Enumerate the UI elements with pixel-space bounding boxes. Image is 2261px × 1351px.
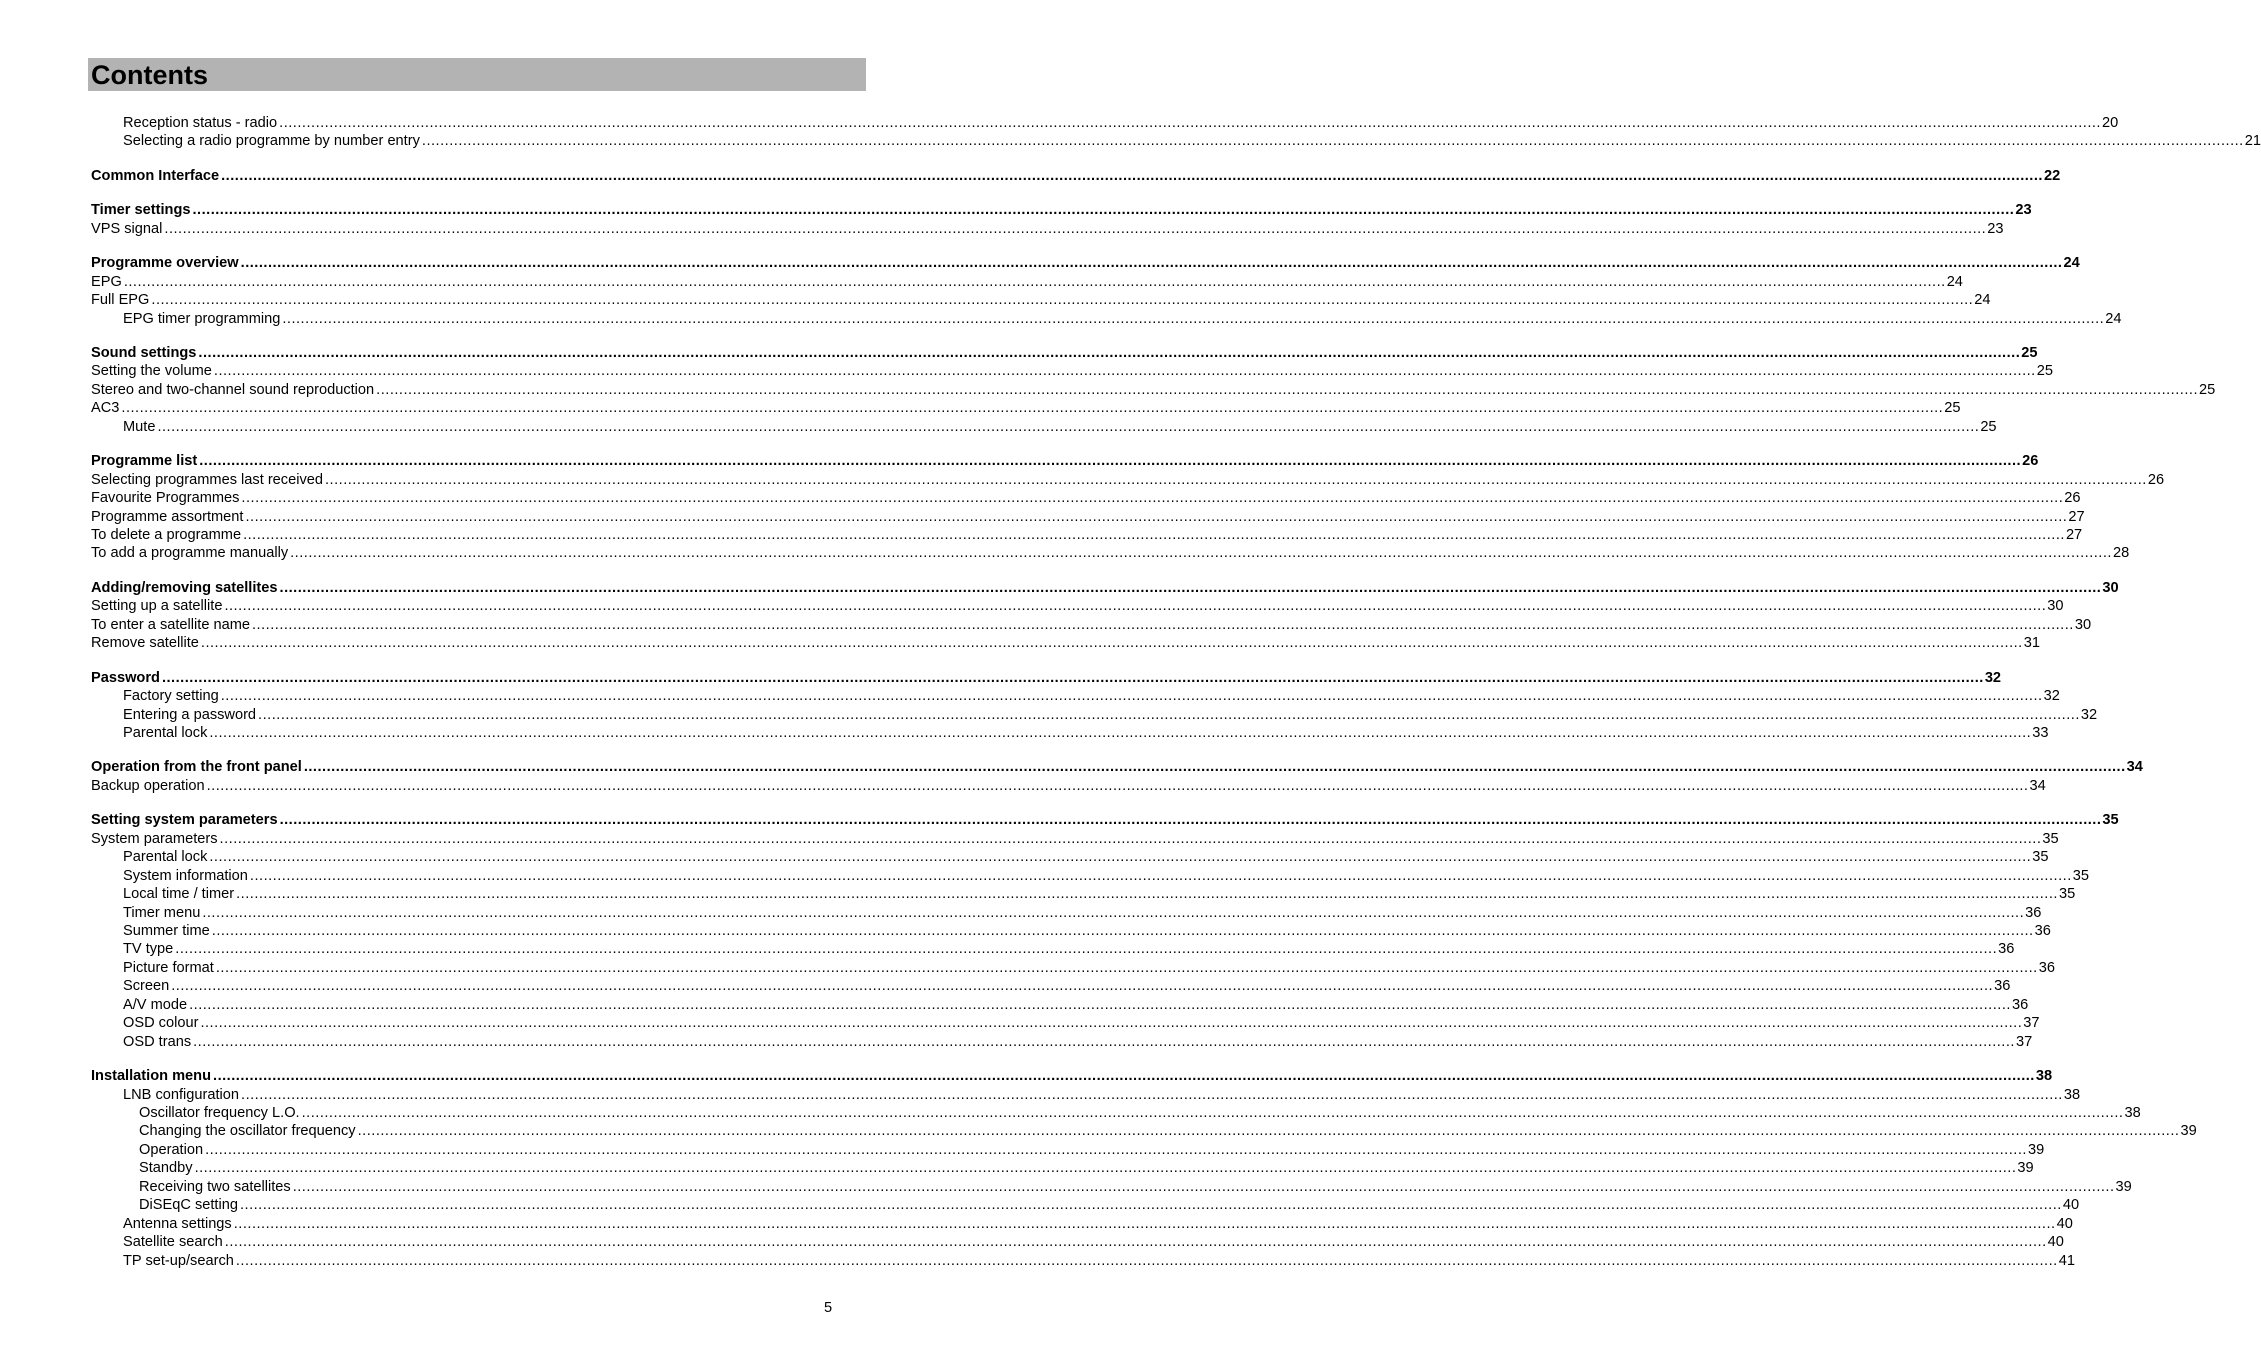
toc-entry-page: 20 xyxy=(2102,115,2119,131)
toc-entry-page: 40 xyxy=(2047,1234,2064,1250)
toc-entry-page: 30 xyxy=(2047,598,2064,614)
toc-entry-label: Adding/removing satellites xyxy=(91,580,278,596)
toc-entry-label: Picture format xyxy=(123,960,214,976)
toc-entry xyxy=(91,777,2046,795)
dot-leader: ................................................................................................................................................................................................................................................................................................................................................................................................................ xyxy=(161,670,1984,686)
toc-entry xyxy=(139,1141,2045,1159)
dot-leader: ................................................................................................................................................................................................................................................................................................................................................................................................................ xyxy=(224,1234,2047,1250)
dot-leader: ................................................................................................................................................................................................................................................................................................................................................................................................................ xyxy=(200,1015,2023,1031)
dot-leader: ................................................................................................................................................................................................................................................................................................................................................................................................................ xyxy=(193,1034,2015,1050)
toc-entry-page: 36 xyxy=(2038,960,2055,976)
toc-entry-label: A/V mode xyxy=(123,997,188,1013)
toc-entry-label: Selecting programmes last received xyxy=(91,472,323,488)
toc-entry xyxy=(139,1104,2141,1122)
toc-entry-page: 38 xyxy=(2124,1105,2141,1121)
toc-entry xyxy=(123,114,2119,132)
toc-entry xyxy=(91,167,2061,185)
toc-entry-label: System parameters xyxy=(91,831,218,847)
dot-leader: ................................................................................................................................................................................................................................................................................................................................................................................................................ xyxy=(209,849,2032,865)
dot-leader: ................................................................................................................................................................................................................................................................................................................................................................................................................ xyxy=(258,707,2080,723)
dot-leader: ................................................................................................................................................................................................................................................................................................................................................................................................................ xyxy=(376,382,2199,398)
toc-entry-page: 27 xyxy=(2065,527,2083,543)
toc-entry-label: Operation xyxy=(139,1142,204,1158)
dot-leader: ................................................................................................................................................................................................................................................................................................................................................................................................................ xyxy=(245,509,2068,525)
toc-entry-page: 32 xyxy=(2043,688,2060,704)
toc-entry-page: 22 xyxy=(2043,168,2061,184)
dot-leader: ................................................................................................................................................................................................................................................................................................................................................................................................................ xyxy=(123,274,1946,290)
toc-entry xyxy=(91,489,2081,507)
toc-entry-label: Screen xyxy=(123,978,170,994)
dot-leader: ................................................................................................................................................................................................................................................................................................................................................................................................................ xyxy=(192,202,2015,218)
dot-leader: ................................................................................................................................................................................................................................................................................................................................................................................................................ xyxy=(189,997,2011,1013)
dot-leader: ................................................................................................................................................................................................................................................................................................................................................................................................................ xyxy=(151,292,1974,308)
toc-entry-page: 25 xyxy=(2199,382,2216,398)
toc-entry xyxy=(139,1159,2034,1177)
toc-entry-page: 39 xyxy=(2027,1142,2045,1158)
toc-entry-page: 24 xyxy=(2063,255,2080,271)
toc-entry xyxy=(91,220,2004,238)
dot-leader: ................................................................................................................................................................................................................................................................................................................................................................................................................ xyxy=(202,905,2025,921)
toc-entry-page: 39 xyxy=(2115,1179,2132,1195)
toc-entry-label: Sound settings xyxy=(91,345,197,361)
toc-entry-page: 32 xyxy=(2080,707,2098,723)
dot-leader: ................................................................................................................................................................................................................................................................................................................................................................................................................ xyxy=(215,960,2038,976)
toc-entry-page: 30 xyxy=(2102,580,2119,596)
toc-entry-page: 36 xyxy=(2011,997,2029,1013)
toc-entry xyxy=(123,1086,2081,1104)
dot-leader: ................................................................................................................................................................................................................................................................................................................................................................................................................ xyxy=(241,490,2064,506)
toc-entry-page: 36 xyxy=(1998,941,2015,957)
toc-entry xyxy=(123,959,2055,977)
toc-entry-label: Installation menu xyxy=(91,1068,212,1084)
toc-entry xyxy=(123,904,2042,922)
dot-leader: ................................................................................................................................................................................................................................................................................................................................................................................................................ xyxy=(211,923,2034,939)
toc-entry-page: 28 xyxy=(2112,545,2130,561)
toc-entry-label: EPG xyxy=(91,274,122,290)
toc-entry-label: Summer time xyxy=(123,923,210,939)
toc-entry xyxy=(91,811,2119,829)
toc-entry-page: 38 xyxy=(2063,1087,2081,1103)
toc-entry-page: 37 xyxy=(2023,1015,2040,1031)
toc-entry-page: 38 xyxy=(2035,1068,2053,1084)
toc-entry-label: EPG timer programming xyxy=(123,311,281,327)
toc-entry-label: LNB configuration xyxy=(123,1087,240,1103)
toc-entry xyxy=(91,669,2002,687)
toc-entry-label: Programme assortment xyxy=(91,509,244,525)
toc-entry xyxy=(123,706,2098,724)
toc-entry-label: Password xyxy=(91,670,160,686)
toc-entry-label: DiSEqC setting xyxy=(139,1197,238,1213)
toc-entry xyxy=(91,291,1991,309)
toc-entry-label: Full EPG xyxy=(91,292,150,308)
toc-entry-page: 30 xyxy=(2074,617,2092,633)
dot-leader: ................................................................................................................................................................................................................................................................................................................................................................................................................ xyxy=(292,1179,2115,1195)
toc-entry-label: Timer menu xyxy=(123,905,201,921)
toc-entry-label: Antenna settings xyxy=(123,1216,232,1232)
toc-entry-page: 25 xyxy=(2021,345,2038,361)
toc-entry-page: 23 xyxy=(1987,221,2004,237)
toc-entry xyxy=(91,201,2032,219)
toc-entry-page: 36 xyxy=(2034,923,2051,939)
toc-entry-label: Remove satellite xyxy=(91,635,199,651)
dot-leader: ................................................................................................................................................................................................................................................................................................................................................................................................................ xyxy=(240,255,2063,271)
toc-entry xyxy=(123,310,2122,328)
toc-entry xyxy=(91,452,2039,470)
toc-entry-label: To delete a programme xyxy=(91,527,242,543)
dot-leader: ................................................................................................................................................................................................................................................................................................................................................................................................................ xyxy=(171,978,1994,994)
toc-entry xyxy=(139,1122,2197,1140)
toc-entry-label: To enter a satellite name xyxy=(91,617,250,633)
toc-entry-page: 33 xyxy=(2032,725,2049,741)
page-number: 5 xyxy=(824,1300,833,1316)
toc-entry-label: AC3 xyxy=(91,400,120,416)
toc-entry-page: 24 xyxy=(1946,274,1963,290)
toc-entry xyxy=(123,1014,2040,1032)
toc-entry xyxy=(123,940,2015,958)
toc-entry xyxy=(91,758,2143,776)
toc-entry xyxy=(123,1233,2064,1251)
toc-entry-label: Programme overview xyxy=(91,255,239,271)
dot-leader: ................................................................................................................................................................................................................................................................................................................................................................................................................ xyxy=(301,1105,2124,1121)
dot-leader: ................................................................................................................................................................................................................................................................................................................................................................................................................ xyxy=(206,778,2029,794)
page-title: Contents xyxy=(91,60,208,90)
dot-leader: ................................................................................................................................................................................................................................................................................................................................................................................................................ xyxy=(213,363,2036,379)
toc-entry xyxy=(123,1033,2033,1051)
dot-leader: ................................................................................................................................................................................................................................................................................................................................................................................................................ xyxy=(213,1068,2035,1084)
dot-leader: ................................................................................................................................................................................................................................................................................................................................................................................................................ xyxy=(200,635,2023,651)
dot-leader: ................................................................................................................................................................................................................................................................................................................................................................................................................ xyxy=(421,133,2244,149)
toc-entry xyxy=(91,399,1961,417)
toc-entry-page: 39 xyxy=(2180,1123,2197,1139)
toc-entry-label: Parental lock xyxy=(123,849,208,865)
toc-entry xyxy=(91,616,2092,634)
toc-entry xyxy=(91,381,2216,399)
toc-entry-page: 35 xyxy=(2042,831,2059,847)
contents-heading-bar xyxy=(88,58,866,91)
toc-entry-page: 26 xyxy=(2064,490,2081,506)
toc-entry-label: System information xyxy=(123,868,248,884)
toc-entry-page: 24 xyxy=(2105,311,2122,327)
toc-entry xyxy=(91,544,2130,562)
toc-entry xyxy=(91,579,2119,597)
toc-entry xyxy=(123,885,2076,903)
toc-entry-label: Factory setting xyxy=(123,688,219,704)
toc-entry xyxy=(139,1196,2080,1214)
toc-entry-label: Entering a password xyxy=(123,707,257,723)
dot-leader: ................................................................................................................................................................................................................................................................................................................................................................................................................ xyxy=(224,598,2047,614)
dot-leader: ................................................................................................................................................................................................................................................................................................................................................................................................................ xyxy=(121,400,1944,416)
toc-entry xyxy=(123,922,2051,940)
toc-entry xyxy=(123,1252,2075,1270)
dot-leader: ................................................................................................................................................................................................................................................................................................................................................................................................................ xyxy=(199,453,2022,469)
dot-leader: ................................................................................................................................................................................................................................................................................................................................................................................................................ xyxy=(290,545,2112,561)
dot-leader: ................................................................................................................................................................................................................................................................................................................................................................................................................ xyxy=(357,1123,2180,1139)
dot-leader: ................................................................................................................................................................................................................................................................................................................................................................................................................ xyxy=(221,168,2043,184)
toc-entry-label: Stereo and two-channel sound reproduction xyxy=(91,382,375,398)
dot-leader: ................................................................................................................................................................................................................................................................................................................................................................................................................ xyxy=(220,688,2043,704)
toc-entry-label: Operation from the front panel xyxy=(91,759,302,775)
dot-leader: ................................................................................................................................................................................................................................................................................................................................................................................................................ xyxy=(175,941,1998,957)
dot-leader: ................................................................................................................................................................................................................................................................................................................................................................................................................ xyxy=(324,472,2147,488)
toc-entry xyxy=(91,273,1963,291)
dot-leader: ................................................................................................................................................................................................................................................................................................................................................................................................................ xyxy=(252,617,2074,633)
toc-entry-page: 25 xyxy=(2036,363,2053,379)
dot-leader: ................................................................................................................................................................................................................................................................................................................................................................................................................ xyxy=(236,886,2058,902)
toc-entry-page: 21 xyxy=(2244,133,2261,149)
toc-entry-page: 25 xyxy=(1980,419,1997,435)
dot-leader: ................................................................................................................................................................................................................................................................................................................................................................................................................ xyxy=(233,1216,2056,1232)
toc-entry xyxy=(91,634,2040,652)
toc-entry-page: 31 xyxy=(2023,635,2040,651)
toc-entry-label: Favourite Programmes xyxy=(91,490,240,506)
toc-entry-page: 25 xyxy=(1944,400,1961,416)
dot-leader: ................................................................................................................................................................................................................................................................................................................................................................................................................ xyxy=(235,1253,2058,1269)
toc-entry-label: Setting up a satellite xyxy=(91,598,223,614)
toc-entry xyxy=(123,687,2060,705)
toc-entry-page: 34 xyxy=(2126,759,2143,775)
toc-entry-label: Timer settings xyxy=(91,202,191,218)
toc-entry-page: 26 xyxy=(2022,453,2039,469)
toc-entry xyxy=(91,597,2064,615)
toc-entry-label: TV type xyxy=(123,941,174,957)
toc-entry-page: 37 xyxy=(2015,1034,2033,1050)
toc-entry xyxy=(123,996,2029,1014)
dot-leader: ................................................................................................................................................................................................................................................................................................................................................................................................................ xyxy=(243,527,2065,543)
toc-entry-page: 35 xyxy=(2032,849,2049,865)
toc-entry xyxy=(91,344,2038,362)
toc-entry-label: Parental lock xyxy=(123,725,208,741)
toc-entry xyxy=(123,724,2049,742)
toc-entry-label: Selecting a radio programme by number entry xyxy=(123,133,420,149)
toc-entry-label: OSD colour xyxy=(123,1015,199,1031)
toc-entry-page: 40 xyxy=(2056,1216,2073,1232)
toc-entry-label: Local time / timer xyxy=(123,886,235,902)
toc-entry-page: 39 xyxy=(2017,1160,2034,1176)
dot-leader: ................................................................................................................................................................................................................................................................................................................................................................................................................ xyxy=(282,311,2105,327)
toc-entry-label: VPS signal xyxy=(91,221,163,237)
toc-entry-label: Changing the oscillator frequency xyxy=(139,1123,356,1139)
toc-entry xyxy=(123,977,2011,995)
dot-leader: ................................................................................................................................................................................................................................................................................................................................................................................................................ xyxy=(157,419,1980,435)
toc-entry xyxy=(91,830,2059,848)
dot-leader: ................................................................................................................................................................................................................................................................................................................................................................................................................ xyxy=(241,1087,2063,1103)
toc-entry xyxy=(91,1067,2053,1085)
toc-entry-page: 35 xyxy=(2072,868,2089,884)
toc-entry xyxy=(123,1215,2073,1233)
dot-leader: ................................................................................................................................................................................................................................................................................................................................................................................................................ xyxy=(279,812,2102,828)
toc-entry-label: OSD trans xyxy=(123,1034,192,1050)
dot-leader: ................................................................................................................................................................................................................................................................................................................................................................................................................ xyxy=(205,1142,2027,1158)
toc-entry-page: 32 xyxy=(1984,670,2002,686)
dot-leader: ................................................................................................................................................................................................................................................................................................................................................................................................................ xyxy=(164,221,1987,237)
toc-entry xyxy=(91,471,2165,489)
toc-entry-label: Oscillator frequency L.O. xyxy=(139,1105,300,1121)
toc-entry xyxy=(139,1178,2132,1196)
toc-entry-label: Receiving two satellites xyxy=(139,1179,291,1195)
toc-entry-label: Reception status - radio xyxy=(123,115,278,131)
dot-leader: ................................................................................................................................................................................................................................................................................................................................................................................................................ xyxy=(303,759,2126,775)
toc-entry-label: TP set-up/search xyxy=(123,1253,234,1269)
toc-entry xyxy=(91,508,2085,526)
toc-entry xyxy=(123,848,2049,866)
toc-entry-page: 41 xyxy=(2058,1253,2075,1269)
toc-entry xyxy=(123,418,1997,436)
toc-entry xyxy=(91,254,2080,272)
toc-entry-page: 27 xyxy=(2068,509,2085,525)
toc-entry-label: Programme list xyxy=(91,453,198,469)
dot-leader: ................................................................................................................................................................................................................................................................................................................................................................................................................ xyxy=(239,1197,2062,1213)
dot-leader: ................................................................................................................................................................................................................................................................................................................................................................................................................ xyxy=(249,868,2072,884)
toc-entry xyxy=(91,362,2053,380)
toc-entry-label: To add a programme manually xyxy=(91,545,289,561)
toc-entry-page: 35 xyxy=(2102,812,2119,828)
toc-entry-page: 34 xyxy=(2029,778,2046,794)
toc-entry-page: 26 xyxy=(2147,472,2165,488)
toc-entry-label: Backup operation xyxy=(91,778,205,794)
dot-leader: ................................................................................................................................................................................................................................................................................................................................................................................................................ xyxy=(279,580,2102,596)
toc-entry-label: Mute xyxy=(123,419,156,435)
toc-entry-page: 36 xyxy=(2025,905,2042,921)
toc-entry-page: 36 xyxy=(1994,978,2011,994)
dot-leader: ................................................................................................................................................................................................................................................................................................................................................................................................................ xyxy=(194,1160,2017,1176)
dot-leader: ................................................................................................................................................................................................................................................................................................................................................................................................................ xyxy=(198,345,2021,361)
toc-entry-page: 24 xyxy=(1974,292,1991,308)
toc-entry-label: Setting system parameters xyxy=(91,812,278,828)
toc-entry xyxy=(123,867,2089,885)
toc-entry xyxy=(91,526,2083,544)
dot-leader: ................................................................................................................................................................................................................................................................................................................................................................................................................ xyxy=(219,831,2042,847)
toc-entry-page: 40 xyxy=(2062,1197,2080,1213)
toc-entry-page: 23 xyxy=(2015,202,2032,218)
dot-leader: ................................................................................................................................................................................................................................................................................................................................................................................................................ xyxy=(209,725,2032,741)
dot-leader: ................................................................................................................................................................................................................................................................................................................................................................................................................ xyxy=(279,115,2101,131)
toc-entry-label: Standby xyxy=(139,1160,193,1176)
toc-entry-label: Common Interface xyxy=(91,168,220,184)
toc-entry-page: 35 xyxy=(2058,886,2076,902)
toc-entry xyxy=(123,132,2261,150)
toc-entry-label: Setting the volume xyxy=(91,363,212,379)
toc-entry-label: Satellite search xyxy=(123,1234,223,1250)
